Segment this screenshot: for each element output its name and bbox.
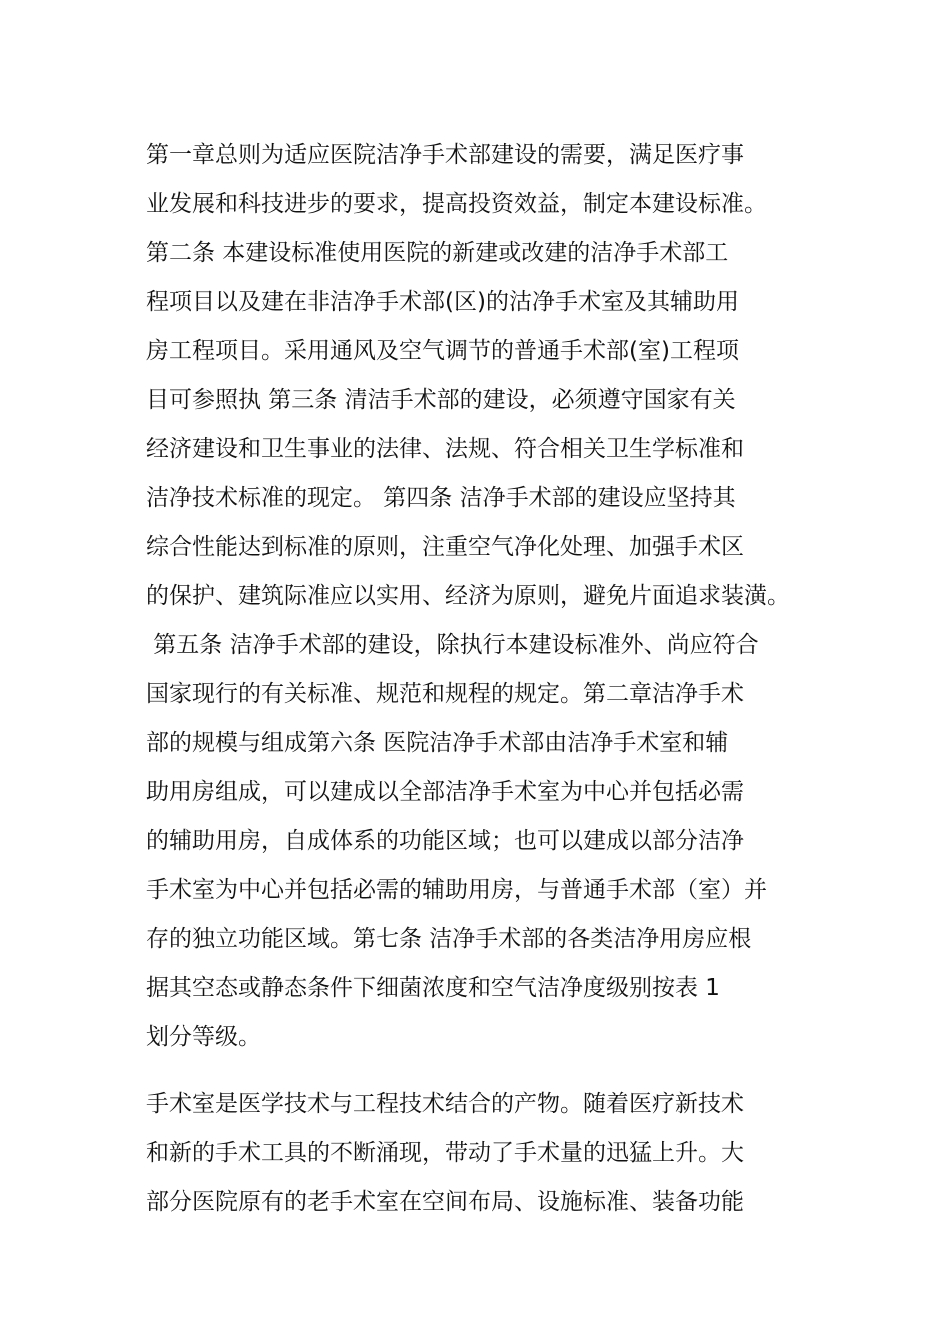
text-line: 业发展和科技进步的要求，提高投资效益，制定本建设标准。 (146, 191, 767, 217)
text-line: 存的独立功能区域。第七条 洁净手术部的各类洁净用房应根 (146, 926, 752, 952)
text-line: 部的规模与组成第六条 医院洁净手术部由洁净手术室和辅 (146, 730, 729, 756)
text-line: 的保护、建筑际准应以实用、经济为原则，避免片面追求装潢。 (146, 583, 790, 609)
text-line: 程项目以及建在非洁净手术部(区)的沽净手术室及其辅助用 (146, 289, 739, 315)
text-line: 据其空态或静态条件下细菌浓度和空气洁净度级别按表 1 (146, 975, 720, 1001)
text-line: 第二条 本建设标准使用医院的新建或改建的洁净手术部工 (146, 240, 729, 266)
text-line: 的辅助用房，自成体系的功能区域；也可以建成以部分洁净 (146, 828, 744, 854)
text-line: 目可参照执 第三条 清洁手术部的建设，必须遵守国家有关 (146, 387, 736, 413)
text-line: 第一章总则为适应医院洁净手术部建设的需要，满足医疗事 (146, 142, 744, 168)
paragraph-1 (146, 131, 846, 1062)
text-line: 国家现行的有关标准、规范和规程的规定。第二章洁净手术 (146, 681, 744, 707)
paragraph-2 (146, 1080, 846, 1227)
text-line: 洁净技术标准的现定。 第四条 洁净手术部的建设应坚持其 (146, 485, 736, 511)
text-line: 经济建设和卫生事业的法律、法规、符合相关卫生学标准和 (146, 436, 744, 462)
text-line: 手术室是医学技术与工程技术结合的产物。随着医疗新技术 (146, 1091, 744, 1117)
text-line: 助用房组成，可以建成以全部洁净手术室为中心并包括必需 (146, 779, 744, 805)
text-line: 第五条 洁净手术部的建设，除执行本建设标准外、尚应符合 (146, 632, 759, 658)
text-line: 房工程项目。采用通风及空气调节的普通手术部(室)工程项 (146, 338, 739, 364)
text-line: 手术室为中心并包括必需的辅助用房，与普通手术部（室）并 (146, 877, 767, 903)
text-line: 部分医院原有的老手术室在空间布局、设施标准、装备功能 (146, 1189, 744, 1215)
text-line: 综合性能达到标准的原则，注重空气净化处理、加强手术区 (146, 534, 744, 560)
text-line: 划分等级。 (146, 1024, 261, 1050)
text-line: 和新的手术工具的不断涌现，带动了手术量的迅猛上升。大 (146, 1140, 744, 1166)
